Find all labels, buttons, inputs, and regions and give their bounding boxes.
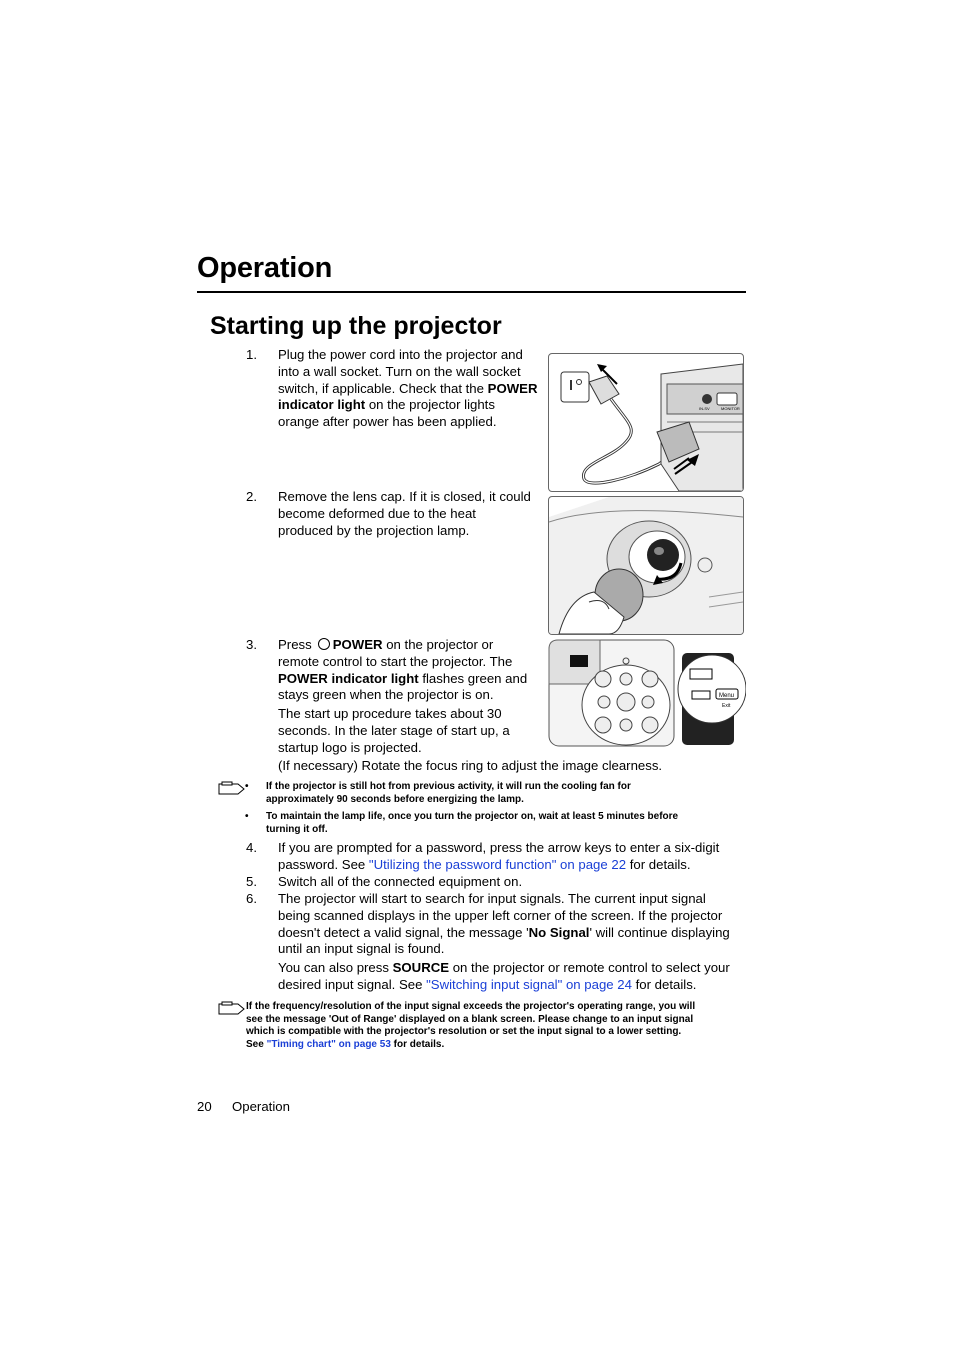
port-label-b: MONITOR xyxy=(721,406,740,411)
control-panel-illustration xyxy=(548,639,746,747)
step-6-line: doesn't detect a valid signal, the message 'No Signal' will continue displaying xyxy=(278,924,730,940)
power-icon xyxy=(318,638,330,650)
step-3-number: 3. xyxy=(246,637,257,652)
step-6-text xyxy=(278,891,748,994)
note-1-line: To maintain the lamp life, once you turn the projector on, wait at least 5 minutes before xyxy=(266,811,679,822)
password-function-link[interactable]: "Utilizing the password function" on page 22 xyxy=(368,856,627,872)
step-1-number: 1. xyxy=(246,347,257,362)
step-2-line: Remove the lens cap. If it is closed, it could xyxy=(278,489,531,504)
step-6-line: being scanned displays in the upper left corner of the screen. If the projector xyxy=(278,907,723,923)
step-1-line: into a wall socket. Turn on the wall socket xyxy=(278,363,521,379)
step-2-number: 2. xyxy=(246,489,257,504)
note-1-item-a xyxy=(266,781,746,806)
step-1-line: indicator light on the projector lights xyxy=(278,397,495,413)
note-2-text xyxy=(246,1001,748,1051)
lens-cap-illustration xyxy=(549,497,743,634)
step-1-text xyxy=(278,347,548,431)
note-1-bullet-b: • xyxy=(245,811,249,822)
timing-chart-link[interactable]: "Timing chart" on page 53 xyxy=(266,1038,391,1050)
chapter-rule xyxy=(197,291,746,293)
step-5-text: Switch all of the connected equipment on. xyxy=(278,874,523,889)
footer-label: Operation xyxy=(232,1099,290,1114)
step-1-line: orange after power has been applied. xyxy=(278,414,497,430)
step-6-line: until an input signal is found. xyxy=(278,941,445,957)
step-4-number: 4. xyxy=(246,840,257,855)
step-2-line: produced by the projection lamp. xyxy=(278,522,470,538)
note-2-line: which is compatible with the projector's resolution or set the input signal to a lower setting. xyxy=(246,1026,682,1038)
remote-menu-label: Menu xyxy=(719,693,735,699)
note-2-line: See "Timing chart" on page 53 for details. xyxy=(246,1038,445,1050)
step-2-text xyxy=(278,489,548,539)
step-1-line: switch, if applicable. Check that the POWER xyxy=(278,380,538,396)
step-3-line: POWER indicator light flashes green and xyxy=(278,670,528,686)
note-1-item-b xyxy=(266,811,746,836)
note-2-line: see the message 'Out of Range' displayed on a blank screen. Please change to an input signal xyxy=(246,1013,694,1025)
step-4-line: If you are prompted for a password, press the arrow keys to enter a six-digit xyxy=(278,840,720,855)
step-4-text xyxy=(278,840,748,874)
step-1-line: Plug the power cord into the projector and xyxy=(278,347,523,362)
step-3-line: seconds. In the later stage of start up, a xyxy=(278,722,510,738)
step-3-line: Press POWER on the projector or xyxy=(278,637,494,652)
page-number: 20 xyxy=(197,1099,212,1114)
step-3-line: remote control to start the projector. The xyxy=(278,653,513,669)
note-2-line: If the frequency/resolution of the input signal exceeds the projector's operating range, you will xyxy=(246,1001,696,1012)
note-1-line: turning it off. xyxy=(266,823,328,835)
note-1-bullet-a: • xyxy=(245,781,249,792)
step-6-number: 6. xyxy=(246,891,257,906)
step-6-line: You can also press SOURCE on the projector or remote control to select your xyxy=(278,960,730,976)
chapter-title: Operation xyxy=(197,252,333,284)
step-2-line: become deformed due to the heat xyxy=(278,505,476,521)
note-1-line: approximately 90 seconds before energizing the lamp. xyxy=(266,793,524,805)
step-5-number: 5. xyxy=(246,874,257,889)
focus-ring-instruction: (If necessary) Rotate the focus ring to adjust the image clearness. xyxy=(278,758,663,773)
step-3-line: startup logo is projected. xyxy=(278,739,422,755)
control-panel-figure xyxy=(548,639,746,747)
switching-input-link[interactable]: "Switching input signal" on page 24 xyxy=(426,976,632,992)
port-label-a: IN-SV xyxy=(699,406,710,411)
lens-cap-figure xyxy=(548,496,744,635)
power-cord-figure xyxy=(548,353,744,492)
step-6-line: desired input signal. See "Switching input signal" on page 24 for details. xyxy=(278,976,697,992)
note-icon xyxy=(218,781,245,801)
step-3-line: stays green when the projector is on. xyxy=(278,687,494,703)
note-1-line: If the projector is still hot from previous activity, it will run the cooling fan for xyxy=(266,781,631,792)
remote-exit-label: Exit xyxy=(722,703,731,709)
power-cord-illustration xyxy=(549,354,743,491)
step-3-text xyxy=(278,637,550,757)
step-4-line: password. See "Utilizing the password function" on page 22 for details. xyxy=(278,856,691,872)
step-6-line: The projector will start to search for input signals. The current input signal xyxy=(278,891,706,906)
section-title: Starting up the projector xyxy=(210,312,502,340)
step-3-line: The start up procedure takes about 30 xyxy=(278,706,502,722)
note-icon xyxy=(218,1001,245,1021)
